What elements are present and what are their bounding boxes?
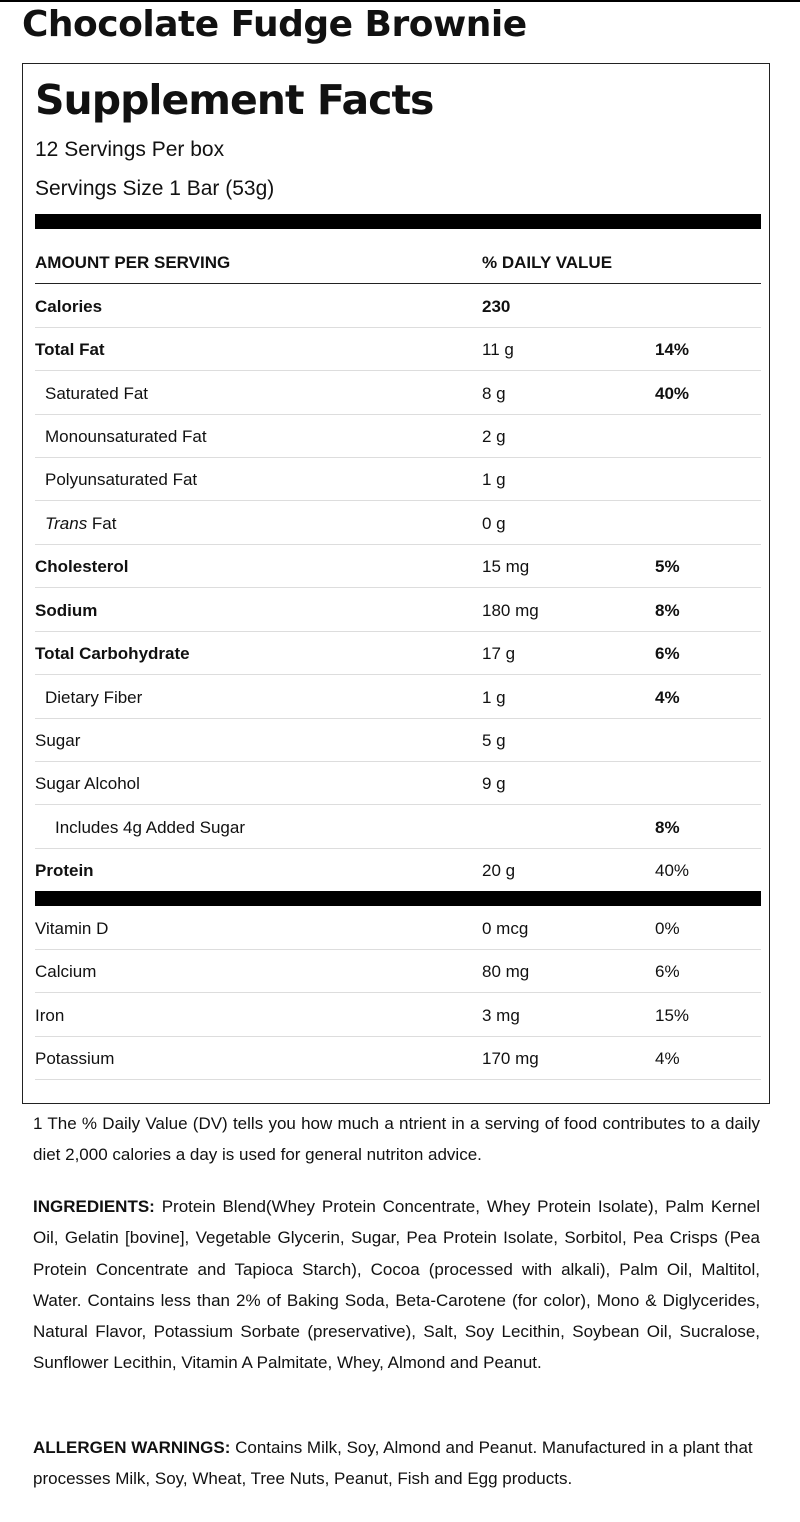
servings-per-container: 12 Servings Per box: [35, 138, 225, 161]
vitamin-dv: 4%: [655, 1049, 680, 1068]
nutrient-name: Monounsaturated Fat: [45, 427, 207, 446]
nutrient-amount: 180 mg: [482, 601, 539, 620]
ingredients-text: Protein Blend(Whey Protein Concentrate, Whey Protein Isolate), Palm Kernel Oil, Gelatin [bovine], Vegetable Glycerin, Sugar, Pea Protein Isolate, Sorbitol, Pea Crisps (Pea Protein Concentrate and Tapioca Starch), Cocoa (processed with alkali), Palm Oil, Maltitol, Water. Contains less than 2% of Baking Soda, Beta-Carotene (for color), Mono & Diglycerides, Natural Flavor, Potassium Sorbate (preservative), Salt, Soy Lecithin, Soybean Oil, Sucralose, Sunflower Lecithin, Vitamin A Palmitate, Whey, Almond and Peanut.: [33, 1197, 760, 1373]
thick-divider: [35, 891, 761, 906]
nutrient-name: Sugar Alcohol: [35, 774, 140, 793]
daily-value-footnote: 1 The % Daily Value (DV) tells you how much a ntrient in a serving of food contributes to a daily diet 2,000 calories a day is used for general nutriton advice.: [33, 1114, 760, 1164]
vitamin-name: Calcium: [35, 962, 97, 981]
table-row: [35, 414, 761, 458]
table-row: [35, 718, 761, 762]
nutrient-amount: 0 g: [482, 514, 506, 533]
trans-italic: Trans: [45, 514, 88, 533]
table-row: [35, 284, 761, 328]
nutrient-name: Protein: [35, 861, 94, 880]
table-row: [35, 544, 761, 588]
vitamin-amount: 0 mcg: [482, 919, 529, 938]
vitamin-amount: 170 mg: [482, 1049, 539, 1068]
nutrient-amount: 17 g: [482, 644, 516, 663]
nutrient-amount: 8 g: [482, 384, 506, 403]
nutrient-name: Polyunsaturated Fat: [45, 470, 198, 489]
nutrient-name: Cholesterol: [35, 557, 129, 576]
table-row: [35, 848, 761, 891]
table-row: [35, 501, 761, 545]
serving-size: Servings Size 1 Bar (53g): [35, 177, 275, 200]
nutrient-dv: 6%: [655, 644, 680, 663]
thick-divider: [35, 214, 761, 229]
allergen-warnings-section: [33, 1432, 760, 1494]
vitamin-dv: 0%: [655, 919, 680, 938]
nutrient-dv: 8%: [655, 601, 680, 620]
table-row: [35, 805, 761, 849]
nutrient-dv: 40%: [655, 384, 690, 403]
table-row: [35, 631, 761, 675]
nutrient-name: Sugar: [35, 731, 81, 750]
table-row: [35, 327, 761, 371]
nutrient-amount: 11 g: [482, 340, 514, 359]
vitamin-dv: 6%: [655, 962, 680, 981]
supplement-facts-panel: [22, 63, 770, 1104]
nutrient-amount: 1 g: [482, 470, 506, 489]
nutrient-dv: 8%: [655, 818, 680, 837]
table-row: [35, 588, 761, 632]
facts-title: Supplement Facts: [35, 76, 434, 124]
vitamin-amount: 3 mg: [482, 1006, 520, 1025]
nutrient-amount: 230: [482, 297, 511, 316]
nutrient-name: Total Fat: [35, 340, 105, 359]
product-title: Chocolate Fudge Brownie: [22, 4, 527, 45]
nutrient-name: Saturated Fat: [45, 384, 149, 403]
nutrient-name: Calories: [35, 297, 103, 316]
nutrient-dv: 14%: [655, 340, 690, 359]
allergen-label: ALLERGEN WARNINGS:: [33, 1438, 231, 1457]
ingredients-label: INGREDIENTS:: [33, 1197, 155, 1216]
dv-header: % DAILY VALUE: [482, 253, 613, 272]
nutrient-amount: 9 g: [482, 774, 506, 793]
nutrient-amount: 2 g: [482, 427, 506, 446]
nutrient-amount: 15 mg: [482, 557, 530, 576]
vitamin-dv: 15%: [655, 1006, 690, 1025]
vitamin-row: [35, 993, 761, 1037]
ingredients-section: [33, 1191, 760, 1379]
nutrient-dv: 4%: [655, 688, 680, 707]
top-divider: [0, 0, 800, 2]
table-row: [35, 761, 761, 805]
table-row: [35, 457, 761, 501]
nutrient-amount: 5 g: [482, 731, 506, 750]
nutrient-amount: 20 g: [482, 861, 516, 880]
vitamin-amount: 80 mg: [482, 962, 530, 981]
nutrient-dv: 40%: [655, 861, 690, 880]
vitamin-name: Iron: [35, 1006, 65, 1025]
table-row: [35, 675, 761, 719]
nutrient-name: Dietary Fiber: [45, 688, 143, 707]
nutrient-name: Total Carbohydrate: [35, 644, 190, 663]
nutrient-amount: 1 g: [482, 688, 506, 707]
amount-header: AMOUNT PER SERVING: [35, 253, 231, 272]
trans-suffix: Fat: [87, 514, 117, 533]
vitamin-row: [35, 906, 761, 950]
vitamin-name: Potassium: [35, 1049, 115, 1068]
nutrient-name: Sodium: [35, 601, 98, 620]
nutrient-name: [35, 514, 117, 534]
nutrient-name: Includes 4g Added Sugar: [55, 818, 245, 837]
table-row: [35, 371, 761, 415]
vitamin-name: Vitamin D: [35, 919, 109, 938]
vitamin-row: [35, 1036, 761, 1080]
table-header: [35, 240, 761, 284]
allergen-text: Contains Milk, Soy, Almond and Peanut. Manufactured in a plant that processes Milk, Soy, Wheat, Tree Nuts, Peanut, Fish and Egg products.: [33, 1438, 753, 1488]
nutrient-dv: 5%: [655, 557, 680, 576]
vitamin-row: [35, 949, 761, 993]
